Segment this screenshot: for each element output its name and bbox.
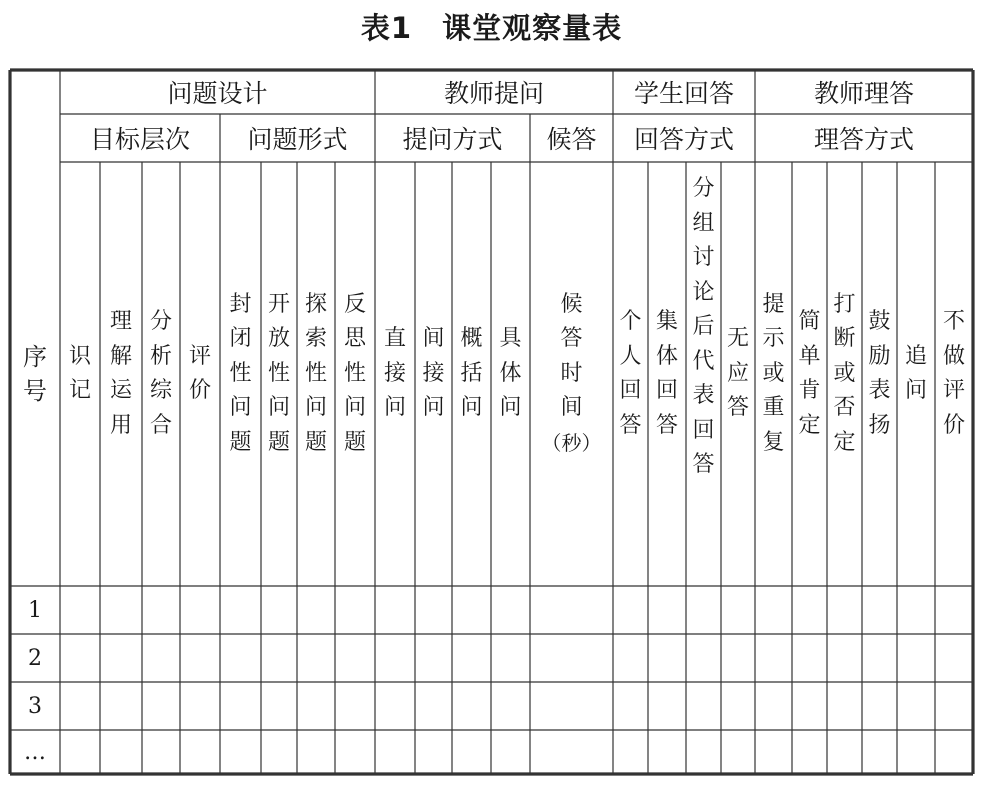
header-char: 评 bbox=[188, 343, 211, 369]
column-header-13 bbox=[530, 162, 613, 586]
header-char: 间 bbox=[422, 326, 445, 352]
header-char: 价 bbox=[942, 412, 965, 438]
header-char: 或 bbox=[833, 360, 856, 386]
column-header-22 bbox=[897, 162, 935, 586]
column-header-19 bbox=[792, 162, 827, 586]
column-header-17 bbox=[721, 162, 755, 586]
header-char: 闭 bbox=[229, 326, 252, 352]
header-char: （秒） bbox=[541, 430, 602, 455]
header-char: 重 bbox=[762, 395, 785, 421]
header-char: 肯 bbox=[798, 378, 821, 403]
header-serial-char-2: 号 bbox=[23, 377, 47, 405]
header-char: 评 bbox=[942, 378, 965, 403]
header-char: 答 bbox=[655, 412, 678, 438]
header-char: 答 bbox=[560, 326, 583, 352]
row-number-1: 1 bbox=[28, 597, 42, 623]
header-char: 问 bbox=[499, 395, 522, 421]
header-char: 应 bbox=[726, 360, 749, 386]
header-char: 组 bbox=[692, 210, 715, 236]
header-char: 不 bbox=[942, 309, 965, 334]
header-char: 提 bbox=[762, 291, 785, 317]
header-char: 问 bbox=[904, 378, 927, 403]
column-header-14 bbox=[613, 162, 648, 586]
header-text-column bbox=[541, 288, 602, 461]
header-text-column bbox=[692, 172, 715, 483]
column-header-20 bbox=[827, 162, 862, 586]
header-text-column bbox=[727, 322, 750, 426]
column-header-16 bbox=[686, 162, 721, 586]
header-char: 时 bbox=[560, 360, 583, 386]
column-header-8 bbox=[335, 162, 375, 586]
row-number-2: 2 bbox=[28, 645, 42, 671]
group-teacher-feedback: 教师理答 bbox=[813, 79, 914, 108]
header-char: 问 bbox=[267, 395, 290, 421]
column-header-21 bbox=[862, 162, 897, 586]
header-char: 题 bbox=[229, 429, 252, 455]
header-char: 代 bbox=[692, 348, 715, 374]
header-char: 定 bbox=[833, 429, 856, 455]
header-char: 表 bbox=[692, 383, 715, 408]
header-char: 间 bbox=[560, 395, 583, 421]
header-char: 答 bbox=[726, 395, 749, 421]
header-char: 分 bbox=[149, 309, 172, 334]
header-char: 讨 bbox=[692, 245, 715, 270]
header-char: 用 bbox=[109, 412, 132, 438]
header-char: 简 bbox=[798, 309, 821, 334]
header-char: 性 bbox=[343, 360, 366, 386]
column-header-11 bbox=[452, 162, 491, 586]
header-char: 运 bbox=[109, 378, 132, 403]
header-char: 回 bbox=[692, 417, 715, 443]
header-char: 接 bbox=[422, 360, 445, 386]
subgroup-feedback-method: 理答方式 bbox=[813, 125, 914, 154]
header-char: 个 bbox=[619, 309, 642, 334]
header-char: 答 bbox=[692, 452, 715, 477]
header-text-column bbox=[110, 305, 133, 443]
header-char: 思 bbox=[343, 326, 366, 352]
header-char: 答 bbox=[619, 412, 642, 438]
column-header-2 bbox=[100, 162, 142, 586]
header-char: 理 bbox=[109, 309, 132, 334]
header-char: 否 bbox=[833, 395, 856, 421]
header-char: 定 bbox=[798, 412, 821, 438]
header-char: 记 bbox=[68, 378, 91, 403]
header-char: 放 bbox=[267, 326, 290, 352]
header-text-column bbox=[189, 340, 212, 409]
header-text-column bbox=[499, 322, 522, 426]
header-char: 问 bbox=[304, 395, 327, 421]
header-char: 题 bbox=[267, 429, 290, 455]
header-char: 封 bbox=[229, 291, 252, 317]
table-title: 表1 课堂观察量表 bbox=[360, 11, 623, 45]
header-text-column bbox=[268, 288, 291, 461]
header-char: 接 bbox=[383, 360, 406, 386]
header-char: 断 bbox=[833, 326, 856, 352]
column-header-4 bbox=[180, 162, 220, 586]
header-char: 析 bbox=[149, 343, 172, 369]
header-char: 合 bbox=[149, 412, 172, 438]
header-text-column bbox=[656, 305, 679, 443]
header-char: 鼓 bbox=[868, 309, 891, 334]
column-header-12 bbox=[491, 162, 530, 586]
header-char: 概 bbox=[460, 326, 483, 352]
header-char: 价 bbox=[188, 378, 211, 403]
column-header-23 bbox=[935, 162, 973, 586]
header-char: 复 bbox=[762, 429, 785, 455]
header-char: 回 bbox=[619, 378, 642, 403]
header-char: 索 bbox=[304, 326, 327, 352]
header-char: 具 bbox=[499, 326, 522, 352]
header-text-column bbox=[943, 305, 966, 443]
header-char: 问 bbox=[383, 395, 406, 421]
header-char: 体 bbox=[655, 343, 678, 369]
header-char: 探 bbox=[304, 291, 327, 317]
header-char: 综 bbox=[149, 378, 172, 403]
header-char: 人 bbox=[619, 343, 642, 369]
header-char: 题 bbox=[304, 429, 327, 455]
header-char: 问 bbox=[229, 395, 252, 421]
header-char: 性 bbox=[229, 360, 252, 386]
header-text-column bbox=[229, 288, 252, 461]
group-question-design: 问题设计 bbox=[167, 79, 268, 108]
header-char: 直 bbox=[383, 326, 406, 352]
subgroup-asking-method: 提问方式 bbox=[402, 125, 503, 154]
header-char: 或 bbox=[762, 360, 785, 386]
header-text-column bbox=[422, 322, 445, 426]
header-char: 识 bbox=[68, 343, 91, 369]
header-char: 开 bbox=[267, 291, 290, 317]
header-char: 打 bbox=[833, 291, 856, 317]
subgroup-wait-time: 候答 bbox=[546, 125, 597, 154]
header-text-column bbox=[798, 305, 821, 443]
row-number-4: … bbox=[24, 739, 46, 765]
header-char: 追 bbox=[904, 343, 927, 369]
header-char: 无 bbox=[726, 326, 749, 352]
header-char: 括 bbox=[460, 360, 483, 386]
header-char: 体 bbox=[499, 360, 522, 386]
row-number-3: 3 bbox=[28, 693, 42, 719]
subgroup-goal-level: 目标层次 bbox=[89, 125, 190, 154]
header-text-column bbox=[905, 340, 928, 409]
column-header-6 bbox=[261, 162, 297, 586]
header-text-column bbox=[868, 305, 891, 443]
header-char: 表 bbox=[868, 378, 891, 403]
column-header-18 bbox=[755, 162, 792, 586]
header-char: 做 bbox=[942, 343, 965, 369]
header-char: 后 bbox=[692, 314, 715, 339]
header-text-column bbox=[69, 340, 92, 409]
header-char: 回 bbox=[655, 378, 678, 403]
header-char: 解 bbox=[109, 343, 132, 369]
header-char: 励 bbox=[868, 343, 891, 369]
column-header-3 bbox=[142, 162, 180, 586]
header-char: 单 bbox=[798, 343, 821, 369]
header-text-column bbox=[344, 288, 367, 461]
group-teacher-questioning: 教师提问 bbox=[443, 79, 544, 108]
header-char: 问 bbox=[460, 395, 483, 421]
header-char: 反 bbox=[343, 291, 366, 317]
column-header-7 bbox=[297, 162, 335, 586]
header-char: 候 bbox=[560, 291, 583, 317]
header-char: 问 bbox=[343, 395, 366, 421]
header-serial-char-1: 序 bbox=[23, 343, 47, 371]
header-char: 性 bbox=[267, 360, 290, 386]
column-header-9 bbox=[375, 162, 415, 586]
header-text-column bbox=[150, 305, 173, 443]
header-char: 集 bbox=[655, 309, 678, 334]
header-text-column bbox=[384, 322, 407, 426]
header-text-column bbox=[762, 288, 785, 461]
column-header-1 bbox=[60, 162, 100, 586]
header-text-column bbox=[305, 288, 328, 461]
header-text-column bbox=[833, 288, 856, 461]
header-text-column bbox=[619, 305, 642, 443]
header-serial bbox=[10, 162, 60, 586]
group-student-answer: 学生回答 bbox=[633, 79, 734, 108]
header-char: 示 bbox=[762, 326, 785, 352]
header-char: 分 bbox=[692, 176, 715, 201]
column-header-10 bbox=[415, 162, 452, 586]
header-char: 扬 bbox=[868, 412, 891, 438]
header-text-column bbox=[460, 322, 483, 426]
column-header-5 bbox=[220, 162, 261, 586]
header-char: 题 bbox=[343, 429, 366, 455]
subgroup-answer-method: 回答方式 bbox=[633, 125, 734, 154]
header-char: 问 bbox=[422, 395, 445, 421]
header-char: 性 bbox=[304, 360, 327, 386]
header-char: 论 bbox=[692, 279, 715, 305]
column-header-15 bbox=[648, 162, 686, 586]
subgroup-question-form: 问题形式 bbox=[247, 125, 348, 154]
